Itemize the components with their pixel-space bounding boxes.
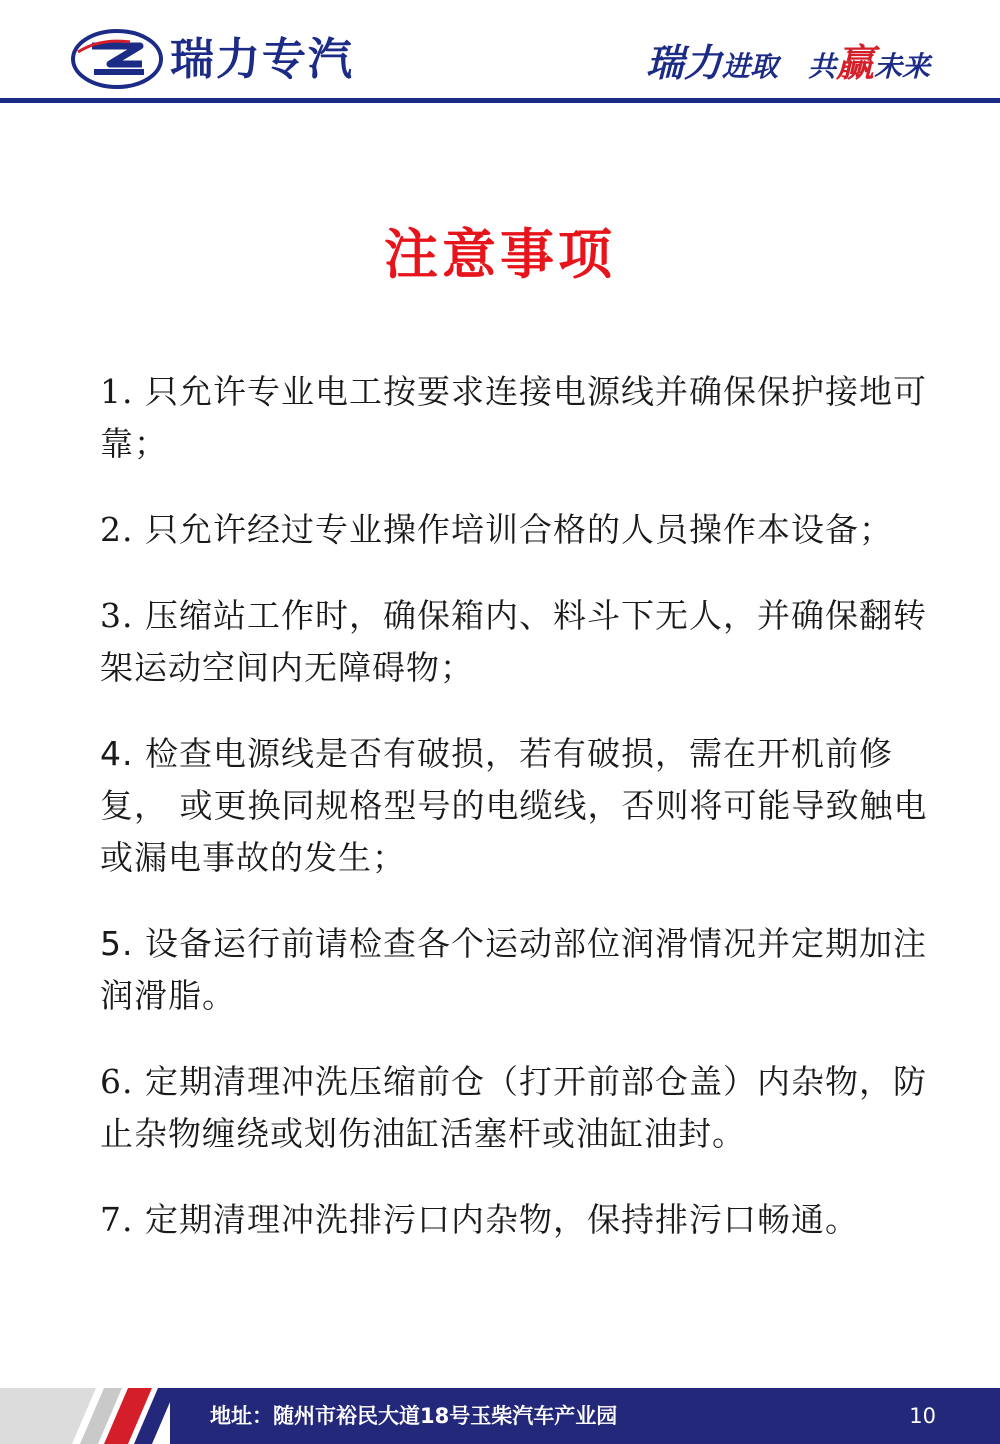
- note-text: 只允许专业电工按要求连接电源线并确保保护接地可靠；: [100, 372, 927, 463]
- note-text: 定期清理冲洗排污口内杂物，保持排污口畅通。: [145, 1200, 859, 1239]
- page-footer: [0, 1388, 1000, 1444]
- note-item: [100, 1056, 940, 1160]
- company-logo-icon: [70, 28, 164, 90]
- note-item: [100, 728, 940, 884]
- note-item: [100, 1194, 940, 1246]
- note-text: 检查电源线是否有破损，若有破损，需在开机前修复， 或更换同规格型号的电缆线，否则将可能导致触电或漏电事故的发生；: [100, 734, 928, 877]
- page-title: 注意事项: [384, 223, 616, 286]
- note-number: 5.: [100, 924, 134, 963]
- slogan-part2-a: 共: [807, 50, 836, 83]
- page-number: 10: [909, 1404, 936, 1428]
- note-text: 只允许经过专业操作培训合格的人员操作本设备；: [145, 510, 893, 549]
- notes-list: [100, 366, 940, 1280]
- page-header: [0, 0, 1000, 110]
- footer-address: 地址：随州市裕民大道18号玉柴汽车产业园: [210, 1404, 618, 1428]
- note-item: [100, 590, 940, 694]
- slogan-part2-c: 未来: [873, 50, 930, 83]
- header-divider: [0, 98, 1000, 103]
- note-number: 1.: [100, 372, 134, 411]
- note-text: 压缩站工作时，确保箱内、料斗下无人，并确保翻转架运动空间内无障碍物；: [100, 596, 927, 687]
- slogan-part1-big: 瑞力: [645, 41, 722, 85]
- slogan-part2-b: 赢: [835, 41, 874, 85]
- note-number: 2.: [100, 510, 134, 549]
- note-item: [100, 366, 940, 470]
- note-text: 定期清理冲洗压缩前仓（打开前部仓盖）内杂物，防 止杂物缠绕或划伤油缸活塞杆或油缸油封。: [100, 1062, 927, 1153]
- note-text: 设备运行前请检查各个运动部位润滑情况并定期加注 润滑脂。: [100, 924, 927, 1015]
- slogan-part1-small: 进取: [721, 50, 778, 83]
- note-item: [100, 504, 940, 556]
- company-slogan: [646, 38, 930, 88]
- note-number: 3.: [100, 596, 134, 635]
- brand-name: 瑞力专汽: [170, 34, 354, 85]
- note-item: [100, 918, 940, 1022]
- note-number: 7.: [100, 1200, 134, 1239]
- note-number: 6.: [100, 1062, 134, 1101]
- note-number: 4.: [100, 734, 134, 773]
